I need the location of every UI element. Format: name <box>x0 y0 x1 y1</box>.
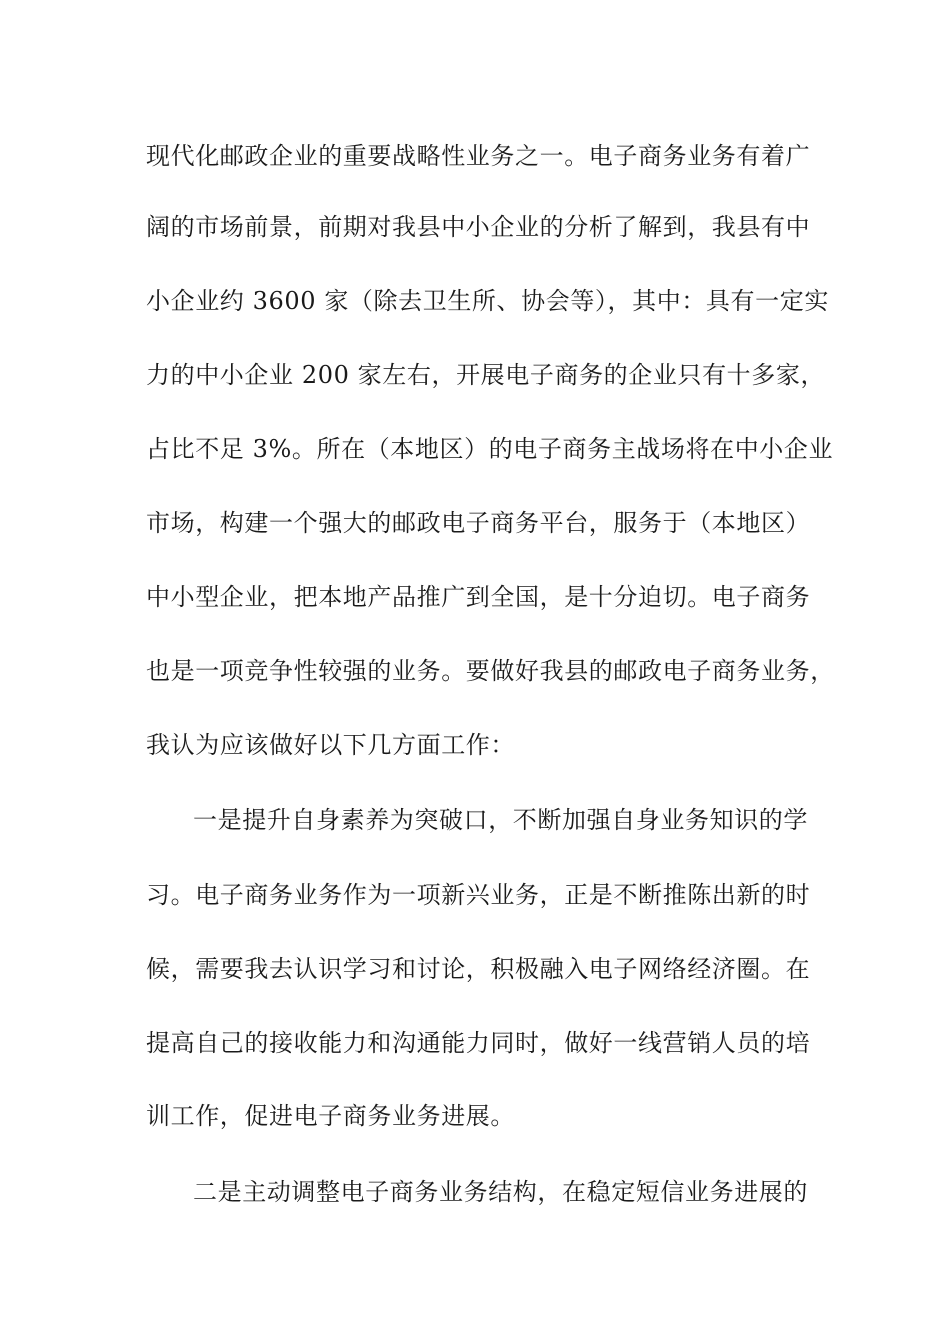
text-line-12: 候，需要我去认识学习和讨论，积极融入电子网络经济圈。在 <box>146 955 811 983</box>
text-line-2: 阔的市场前景，前期对我县中小企业的分析了解到，我县有中 <box>146 213 811 241</box>
text-line-9: 我认为应该做好以下几方面工作： <box>146 731 515 759</box>
text-line-7: 中小型企业，把本地产品推广到全国，是十分迫切。电子商务 <box>146 583 811 611</box>
text-line-14: 训工作，促进电子商务业务进展。 <box>146 1102 515 1130</box>
text-line-5: 占比不足 3%。所在（本地区）的电子商务主战场将在中小企业 <box>146 435 834 463</box>
text-line-4: 力的中小企业 200 家左右，开展电子商务的企业只有十多家， <box>146 361 826 389</box>
text-line-8: 也是一项竞争性较强的业务。要做好我县的邮政电子商务业务， <box>146 657 835 685</box>
text-line-13: 提高自己的接收能力和沟通能力同时，做好一线营销人员的培 <box>146 1029 811 1057</box>
text-line-15: 二是主动调整电子商务业务结构，在稳定短信业务进展的 <box>193 1178 808 1206</box>
text-line-10: 一是提升自身素养为突破口，不断加强自身业务知识的学 <box>193 806 808 834</box>
text-line-3: 小企业约 3600 家（除去卫生所、协会等），其中：具有一定实 <box>146 287 829 315</box>
text-line-6: 市场，构建一个强大的邮政电子商务平台，服务于（本地区） <box>146 509 811 537</box>
text-line-11: 习。电子商务业务作为一项新兴业务，正是不断推陈出新的时 <box>146 881 811 909</box>
text-line-1: 现代化邮政企业的重要战略性业务之一。电子商务业务有着广 <box>146 142 811 170</box>
